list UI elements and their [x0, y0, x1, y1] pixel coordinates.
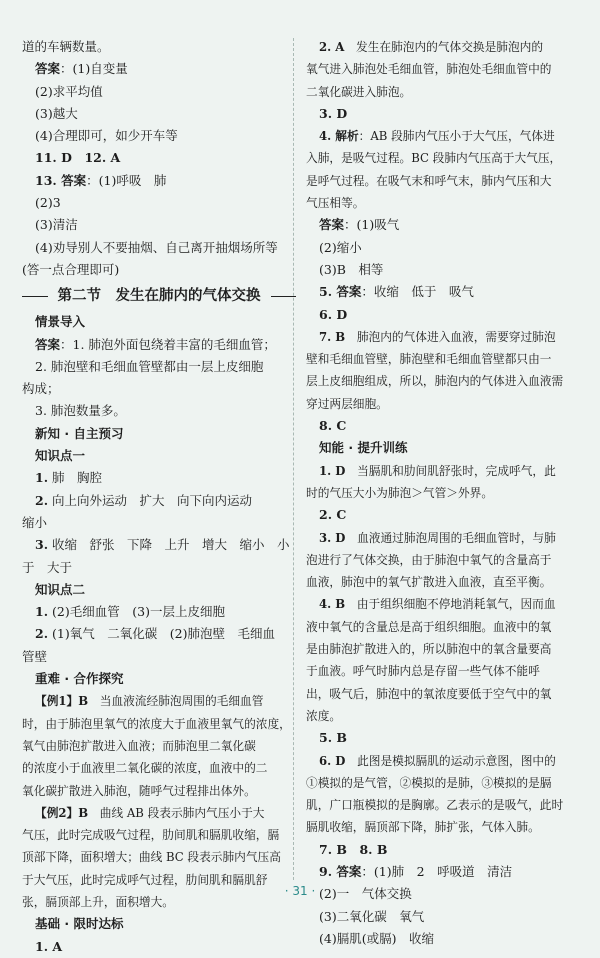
- text-line: 3. 收缩 舒张 下降 上升 增大 缩小 小: [35, 537, 290, 553]
- text-line: 顶部下降，面积增大；曲线 BC 段表示肺内气压高: [22, 850, 281, 865]
- text-line: (3)B 相等: [319, 261, 384, 277]
- title-rule: [22, 296, 48, 297]
- text-line: 4. 解析：AB 段肺内气压小于大气压，气体进: [319, 129, 555, 144]
- text-line: 答案：(1)自变量: [35, 61, 128, 77]
- text-line: 构成；: [22, 381, 60, 397]
- subheading: 新知 · 自主预习: [35, 425, 124, 441]
- subheading: 情景导入: [35, 314, 86, 330]
- text-line: 气压相等。: [306, 196, 365, 211]
- text-line: 二氧化碳进入肺泡。: [306, 84, 412, 99]
- text-line: 氧化碳扩散进入肺泡，随呼气过程排出体外。: [22, 783, 256, 798]
- text-line: 2. 肺泡壁和毛细血管壁都由一层上皮细胞: [35, 358, 264, 374]
- column-divider: [293, 38, 294, 880]
- text-line: 6. D: [319, 306, 348, 322]
- section-title-text: 第二节 发生在肺内的气体交换: [57, 288, 261, 305]
- text-line: 于大气压，此时完成呼气过程，肋间肌和膈肌舒: [22, 872, 268, 887]
- text-line: 2. C: [319, 507, 347, 523]
- text-line: 氧气由肺泡扩散进入血液；而肺泡里二氧化碳: [22, 738, 256, 753]
- text-line: 答案：(1)吸气: [319, 217, 400, 233]
- text-line: 3. D 血液通过肺泡周围的毛细血管时，与肺: [319, 530, 556, 545]
- text-line: 道的车辆数量。: [22, 39, 110, 54]
- text-line: 出，吸气后，肺泡中的氧浓度要低于空气中的氧: [306, 686, 552, 701]
- text-line: 【例1】B 当血液流经肺泡周围的毛细血管: [35, 694, 264, 709]
- text-line: 是呼气过程。在吸气末和呼气末，肺内气压和大: [306, 173, 552, 188]
- text-line: 5. 答案：收缩 低于 吸气: [319, 284, 474, 300]
- text-line: 氧气进入肺泡处毛细血管，肺泡处毛细血管中的: [306, 62, 552, 77]
- text-line: 【例2】B 曲线 AB 段表示肺内气压小于大: [35, 805, 265, 820]
- text-line: 于 大于: [22, 559, 73, 575]
- text-line: 浓度。: [306, 708, 342, 723]
- text-line: 时，由于肺泡里氧气的浓度大于血液里氧气的浓度，: [22, 716, 291, 731]
- text-line: (4)膈肌(或膈) 收缩: [319, 930, 434, 946]
- subheading: 重难 · 合作探究: [35, 671, 124, 687]
- text-line: 1. D 当膈肌和肋间肌舒张时，完成呼气，此: [319, 463, 556, 478]
- text-line: 2. (1)氧气 二氧化碳 (2)肺泡壁 毛细血: [35, 626, 275, 642]
- text-line: (3)越大: [35, 105, 78, 121]
- text-line: 是由肺泡扩散进入的，所以肺泡中的氧含量要高: [306, 642, 552, 657]
- text-line: 层上皮细胞组成，所以，肺泡内的气体进入血液需: [306, 374, 564, 389]
- text-line: (2)一 气体交换: [319, 886, 412, 902]
- text-line: 答案：1. 肺泡外面包绕着丰富的毛细血管；: [35, 336, 276, 352]
- text-line: 缩小: [22, 514, 48, 530]
- text-line: 9. 答案：(1)肺 2 呼吸道 清洁: [319, 863, 513, 879]
- text-line: (3)清洁: [35, 217, 78, 233]
- text-line: 于血液。呼气时肺内总是存留一些气体不能呼: [306, 664, 540, 679]
- text-line: 泡进行了气体交换，由于肺泡中氧气的含量高于: [306, 552, 552, 567]
- text-line: 入肺，是吸气过程。BC 段肺内气压高于大气压，: [306, 151, 562, 166]
- text-line: 张，膈顶部上升，面积增大。: [22, 894, 174, 909]
- text-line: 7. B 肺泡内的气体进入血液，需要穿过肺泡: [319, 329, 556, 344]
- text-line: 2. 向上向外运动 扩大 向下向内运动: [35, 492, 253, 508]
- text-line: (4)劝导别人不要抽烟、自己离开抽烟场所等: [35, 239, 278, 255]
- text-line: 7. B 8. B: [319, 841, 388, 857]
- text-line: 3. D: [319, 105, 348, 121]
- text-line: 管壁: [22, 648, 48, 664]
- text-line: ①模拟的是气管，②模拟的是肺，③模拟的是膈: [306, 775, 552, 790]
- text-line: (2)求平均值: [35, 83, 103, 99]
- subheading: 知能 · 提升训练: [319, 440, 408, 456]
- text-line: 6. D 此图是模拟膈肌的运动示意图，图中的: [319, 753, 556, 768]
- text-line: 5. B: [319, 730, 347, 746]
- right-column: [306, 36, 580, 950]
- subheading: 知识点一: [35, 448, 86, 464]
- text-line: 壁和毛细血管壁，肺泡壁和毛细血管壁都只由一: [306, 352, 552, 367]
- text-line: 4. B 由于组织细胞不停地消耗氧气，因而血: [319, 597, 556, 612]
- text-line: (2)缩小: [319, 239, 362, 255]
- text-line: 膈肌收缩，膈顶部下降，肺扩张，气体入肺。: [306, 820, 540, 835]
- text-line: 8. C: [319, 418, 347, 434]
- text-line: (2)3: [35, 195, 61, 211]
- text-line: 1. (2)毛细血管 (3)一层上皮细胞: [35, 604, 225, 620]
- text-line: 2. A 发生在肺泡内的气体交换是肺泡内的: [319, 40, 544, 54]
- subheading: 基础 · 限时达标: [35, 916, 124, 932]
- text-line: 气压，此时完成吸气过程，肋间肌和膈肌收缩，膈: [22, 828, 280, 843]
- text-line: (答一点合理即可): [22, 261, 120, 277]
- text-line: (3)二氧化碳 氧气: [319, 908, 425, 924]
- text-line: 时的气压大小为肺泡＞气管＞外界。: [306, 485, 494, 500]
- section-title: [22, 281, 296, 311]
- text-line: 肌，广口瓶模拟的是胸廓。乙表示的是吸气，此时: [306, 798, 564, 813]
- left-column: [22, 36, 296, 958]
- text-line: (4)合理即可，如少开车等: [35, 128, 178, 144]
- text-line: 液中氧气的含量总是高于组织细胞。血液中的氧: [306, 619, 552, 634]
- text-line: 的浓度小于血液里二氧化碳的浓度，血液中的二: [22, 761, 268, 776]
- text-line: 血液，肺泡中的氧气扩散进入血液，直至平衡。: [306, 575, 552, 590]
- text-line: 13. 答案：(1)呼吸 肺: [35, 172, 167, 188]
- text-line: 穿过两层细胞。: [306, 396, 388, 411]
- subheading: 知识点二: [35, 581, 86, 597]
- text-line: 11. D 12. A: [35, 150, 121, 166]
- text-line: 1. 肺 胸腔: [35, 470, 103, 486]
- text-line: 1. A: [35, 938, 63, 954]
- page-number: · 31 ·: [284, 884, 316, 898]
- text-line: 3. 肺泡数量多。: [35, 403, 126, 419]
